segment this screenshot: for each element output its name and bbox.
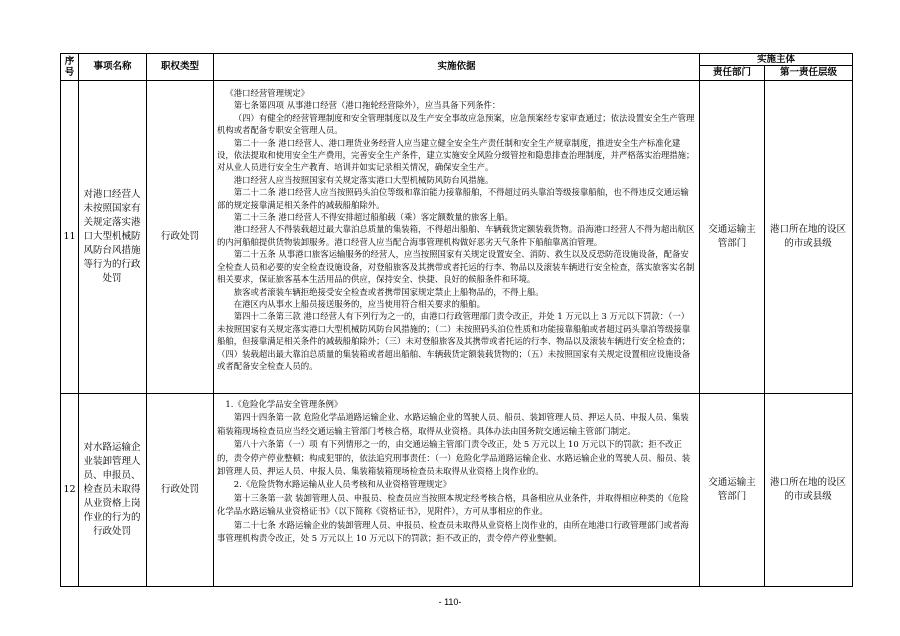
row-11-dept: 交通运输主管部门 (708, 224, 756, 249)
row-11-basis-line: （四）有健全的经营管理制度和安全管理制度以及生产安全事故应急预案，应急预案经专家审查通过；依法设置安全生产管理机构或者配备专职安全管理人员。 (217, 112, 695, 136)
regulation-table (60, 53, 853, 586)
row-11-type: 行政处罚 (160, 231, 199, 242)
row-12-item: 对水路运输企业装卸管理人员、申报员、检查员未取得从业资格上岗作业的行为的行政处罚 (83, 442, 141, 537)
row-11-basis-line: 在港区内从事水上船员接送服务的，应当使用符合相关要求的船舶。 (233, 298, 486, 309)
row-11-level: 港口所在地的设区的市或县级 (770, 224, 847, 249)
row-11-basis-line: 港口经营人应当按照国家有关规定落实港口大型机械防风防台风措施。 (233, 174, 494, 185)
row-11-basis-line: 《港口经营管理规定》 (225, 88, 310, 98)
header-level: 第一责任层级 (779, 67, 837, 78)
row-12-basis-line: 第十三条第一款 装卸管理人员、申报员、检查员应当按照本规定经考核合格，具备相应从业条件，并取得相应种类的《危险化学品水路运输从业资格证书》（以下简称《资格证书》，见附件），方可从事相应的作业。 (217, 492, 689, 517)
header-item: 事项名称 (93, 61, 132, 72)
row-11-no: 11 (63, 231, 76, 242)
header-subject: 实施主体 (756, 54, 795, 65)
row-11-basis-line: 港口经营人不得装载超过最大靠泊总质量的集装箱，不得超出船舶、车辆载货定额装载货物。沿海港口经营人不得为超出航区的内河船舶提供货物装卸服务。港口经营人应当配合海事管理机构做好恶劣天气条件下船舶靠离泊管理。 (217, 224, 695, 247)
page-number: - 110- (438, 597, 462, 607)
row-12-basis-line: 1.《危险化学品安全管理条例》 (225, 399, 343, 409)
row-11-basis-line: 第二十二条 港口经营人应当按照码头泊位等级和靠泊能力接靠船舶，不得超过码头靠泊等级接靠船舶，也不得违反交通运输部的规定接靠满足相关条件的减载船舶除外。 (217, 187, 689, 210)
row-12-no: 12 (63, 484, 76, 495)
header-no: 序号 (64, 56, 75, 78)
row-12-basis-line: 第二十七条 水路运输企业的装卸管理人员、申报员、检查员未取得从业资格上岗作业的，由所在地港口行政管理部门或者海事管理机构责令改正，处 5 万元以上 10 万元以下的罚款；拒不改正的，责令停产停业整顿。 (217, 519, 689, 544)
row-11-basis-line: 第二十三条 港口经营人不得安排超过船舶载（乘）客定额数量的旅客上船。 (233, 212, 513, 223)
row-11-basis (213, 87, 699, 372)
header-dept: 责任部门 (712, 67, 751, 78)
row-12-basis (213, 398, 699, 545)
row-12-type: 行政处罚 (160, 484, 199, 495)
row-11-basis-line: 第四十二条第三款 港口经营人有下列行为之一的，由港口行政管理部门责令改正，并处 1 万元以上 3 万元以下罚款：（一）未按照国家有关规定落实港口大型机械防风防台风措施的；（二）未按照码头泊位性质和功能接靠船舶或者超过码头靠泊等级接靠船舶，但接靠满足相关条件的减载船舶除外；（三）未对登船旅客及其携带或者托运的行李、物品以及滚装车辆进行安全检查的；（四）装载超出最大靠泊总质量的集装箱或者超出船舶、车辆载货定额装载货物的；（五）未按照国家有关规定设置相应设施设备或者配备安全检查人员的。 (217, 311, 691, 371)
row-11-basis-line: 旅客或者滚装车辆拒绝接受安全检查或者携带国家规定禁止上船物品的，不得上船。 (233, 286, 544, 297)
row-11-basis-line: 第七条第四项 从事港口经营（港口拖轮经营除外），应当具备下列条件： (233, 100, 501, 111)
row-11-basis-line: 第二十五条 从事港口旅客运输服务的经营人，应当按照国家有关规定设置安全、消防、救生以及反恐防范设施设备，配备安全检查人员和必要的安全检查设施设备，对登船旅客及其携带或者托运的行李、物品以及滚装车辆进行安全检查，落实旅客实名制相关要求，保证旅客基本生活用品的供应，保持安全、快捷、良好的候船条件和环境。 (217, 249, 695, 285)
row-11-item: 对港口经营人未按照国家有关规定落实港口大型机械防风防台风措施等行为的行政处罚 (83, 189, 141, 284)
header-basis: 实施依据 (437, 61, 476, 72)
row-12-basis-line: 第四十四条第一款 危险化学品道路运输企业、水路运输企业的驾驶人员、船员、装卸管理人员、押运人员、申报人员、集装箱装箱现场检查员应当经交通运输主管部门考核合格，取得从业资格。具体办法由国务院交通运输主管部门制定。 (217, 412, 689, 436)
row-12-basis-line: 2.《危险货物水路运输从业人员考核和从业资格管理规定》 (233, 479, 452, 490)
row-12-dept: 交通运输主管部门 (708, 477, 756, 502)
row-12-basis-line: 第八十六条第（一）项 有下列情形之一的，由交通运输主管部门责令改正，处 5 万元以上 10 万元以下的罚款；拒不改正的，责令停产停业整顿；构成犯罪的，依法追究刑事责任：（一）危险化学品道路运输企业、水路运输企业的驾驶人员、船员、装卸管理人员、押运人员、申报人员、集装箱装箱现场检查员未取得从业资格上岗作业的。 (217, 439, 691, 477)
row-12-level: 港口所在地的设区的市或县级 (770, 477, 847, 502)
row-11-basis-line: 第二十一条 港口经营人、港口理货业务经营人应当建立健全安全生产责任制和安全生产规章制度，推进安全生产标准化建设，依法提取和使用安全生产费用，完善安全生产条件，建立实施安全风险分级管控和隐患排查治理制度，并严格落实治理措施；对从业人员进行安全生产教育、培训并如实记录相关情况，确保安全生产。 (217, 137, 695, 173)
header-type: 职权类型 (160, 61, 199, 72)
